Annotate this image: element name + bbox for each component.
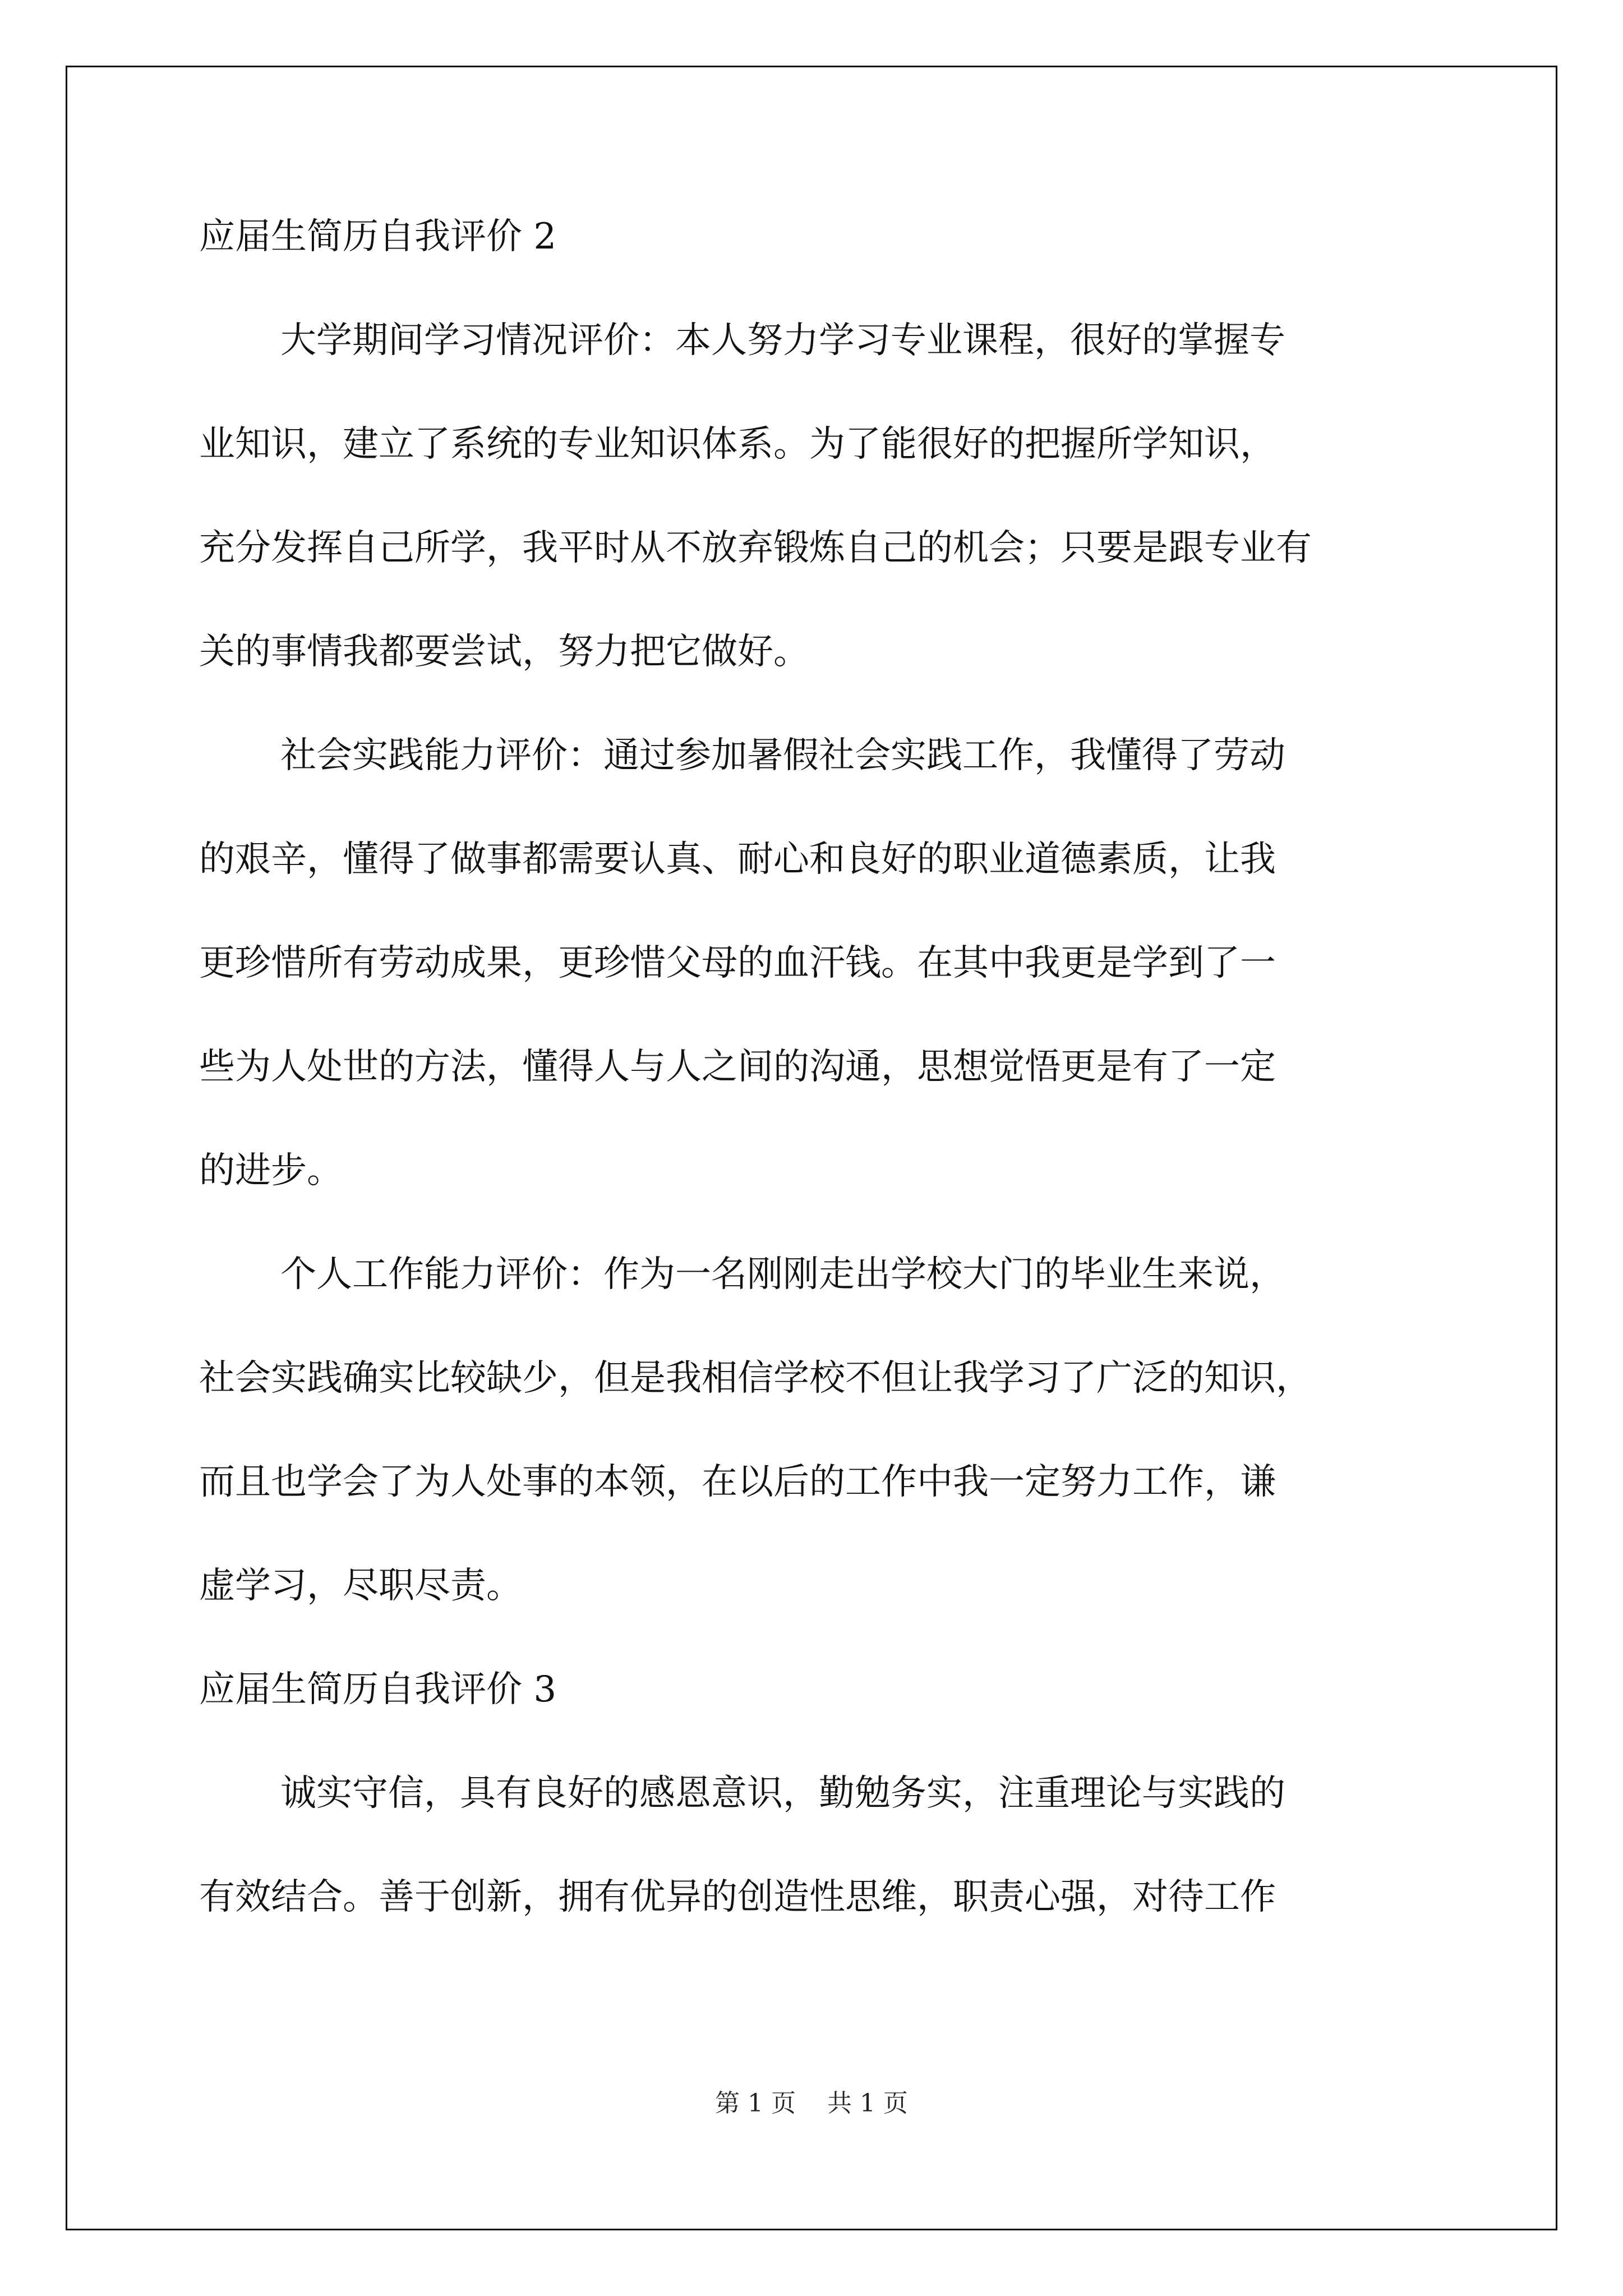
text-line: 而且也学会了为人处事的本领，在以后的工作中我一定努力工作，谦 [199, 1461, 1276, 1503]
text-line: 更珍惜所有劳动成果，更珍惜父母的血汗钱。在其中我更是学到了一 [199, 942, 1276, 984]
text-line: 大学期间学习情况评价：本人努力学习专业课程，很好的掌握专 [280, 320, 1285, 361]
section-heading-3: 应届生简历自我评价 3 [199, 1669, 557, 1710]
text-line: 个人工作能力评价：作为一名刚刚走出学校大门的毕业生来说， [280, 1254, 1285, 1295]
text-line: 的艰辛，懂得了做事都需要认真、耐心和良好的职业道德素质，让我 [199, 839, 1276, 880]
text-line: 的进步。 [199, 1150, 343, 1191]
text-line: 有效结合。善于创新，拥有优异的创造性思维，职责心强，对待工作 [199, 1876, 1276, 1918]
text-line: 虚学习，尽职尽责。 [199, 1565, 522, 1607]
text-line: 关的事情我都要尝试，努力把它做好。 [199, 631, 809, 673]
text-line: 些为人处世的方法，懂得人与人之间的沟通，思想觉悟更是有了一定 [199, 1046, 1276, 1088]
text-line: 社会实践能力评价：通过参加暑假社会实践工作，我懂得了劳动 [280, 735, 1285, 776]
page-number-footer: 第 1 页 共 1 页 [715, 2089, 908, 2118]
text-line: 社会实践确实比较缺少，但是我相信学校不但让我学习了广泛的知识， [199, 1358, 1312, 1399]
text-line: 充分发挥自己所学，我平时从不放弃锻炼自己的机会；只要是跟专业有 [199, 527, 1312, 569]
text-line: 业知识，建立了系统的专业知识体系。为了能很好的把握所学知识， [199, 424, 1276, 465]
section-heading-2: 应届生简历自我评价 2 [199, 216, 557, 257]
text-line: 诚实守信，具有良好的感恩意识，勤勉务实，注重理论与实践的 [280, 1773, 1285, 1814]
